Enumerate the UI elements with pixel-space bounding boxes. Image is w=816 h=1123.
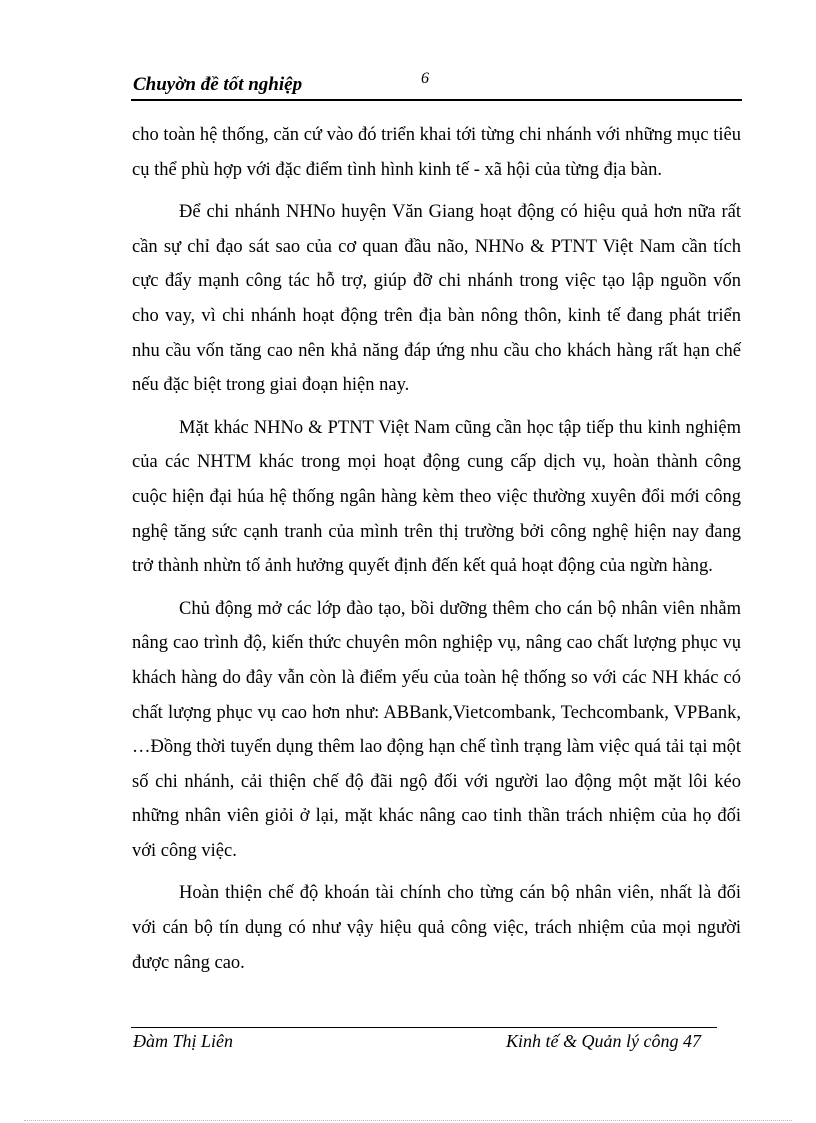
paragraph-4: Chủ động mở các lớp đào tạo, bồi dưỡng thêm cho cán bộ nhân viên nhằm nâng cao trình độ, kiến thức chuyên môn nghiệp vụ, nâng cao chất lượng phục vụ khách hàng do đây vẫn còn là điểm yếu của toàn hệ thống so với các NH khác có chất lượng phục vụ cao hơn như: ABBank,Vietcombank, Techcombank, VPBank, …Đồng thời tuyển dụng thêm lao động hạn chế tình trạng làm việc quá tải tại một số chi nhánh, cải thiện chế độ đãi ngộ đối với người lao động một mặt lôi kéo những nhân viên giỏi ở lại, mặt khác nâng cao tinh thần trách nhiệm của họ đối với công việc. [132, 598, 741, 861]
paragraph-1: cho toàn hệ thống, căn cứ vào đó triển khai tới từng chi nhánh với những mục tiêu cụ thể phù hợp với đặc điểm tình hình kinh tế - xã hội của từng địa bàn. [132, 125, 741, 180]
footer-divider [131, 1027, 717, 1028]
page-number: 6 [421, 70, 429, 87]
header-title: Chuyờn đề tốt nghiệp [133, 74, 303, 95]
footer-author: Đàm Thị Liên [133, 1031, 234, 1051]
footer-class: Kinh tế & Quản lý công 47 [506, 1031, 701, 1051]
page-bottom-border [24, 1120, 792, 1121]
paragraph-3: Mặt khác NHNo & PTNT Việt Nam cũng cần học tập tiếp thu kinh nghiệm của các NHTM khác trong mọi hoạt động cung cấp dịch vụ, hoàn thành công cuộc hiện đại húa hệ thống ngân hàng kèm theo việc thường xuyên đổi mới công nghệ tăng sức cạnh tranh của mình trên thị trường bởi công nghệ hiện nay đang trở thành nhừn tố ảnh hưởng quyết định đến kết quả hoạt động của ngừn hàng. [132, 417, 741, 577]
paragraph-5: Hoàn thiện chế độ khoán tài chính cho từng cán bộ nhân viên, nhất là đối với cán bộ tín dụng có như vậy hiệu quả công việc, trách nhiệm của mọi người được nâng cao. [132, 883, 741, 973]
header-divider [131, 99, 742, 101]
paragraph-2: Để chi nhánh NHNo huyện Văn Giang hoạt động có hiệu quả hơn nữa rất cần sự chỉ đạo sát sao của cơ quan đầu não, NHNo & PTNT Việt Nam cần tích cực đẩy mạnh công tác hỗ trợ, giúp đỡ chi nhánh trong việc tạo lập nguồn vốn cho vay, vì chi nhánh hoạt động trên địa bàn nông thôn, kinh tế đang phát triển nhu cầu vốn tăng cao nên khả năng đáp ứng nhu cầu cho khách hàng rất hạn chế nếu đặc biệt trong giai đoạn hiện nay. [132, 202, 741, 396]
document-body [132, 118, 741, 988]
